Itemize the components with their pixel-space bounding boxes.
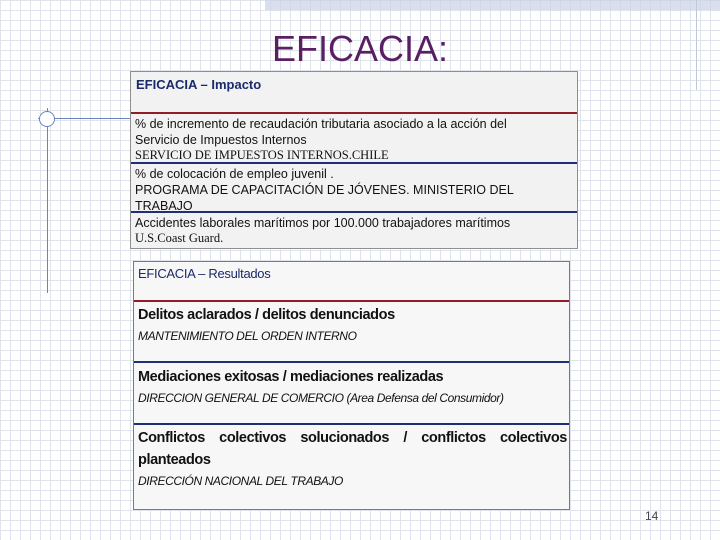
resultados-table: [133, 261, 570, 510]
indicator-word: conflictos: [421, 430, 486, 446]
impacto-row-line: PROGRAMA DE CAPACITACIÓN DE JÓVENES. MINISTERIO DEL: [135, 183, 514, 197]
top-decorative-bar: [265, 0, 720, 10]
impacto-header: EFICACIA – Impacto: [131, 72, 577, 114]
slide-title: EFICACIA:: [271, 28, 449, 69]
resultados-indicator: Mediaciones exitosas / mediaciones realizadas: [138, 369, 444, 385]
resultados-indicator-line: planteados: [138, 452, 211, 468]
indicator-word: colectivos: [500, 430, 567, 446]
impacto-row-source: U.S.Coast Guard.: [135, 231, 224, 245]
indicator-word: /: [403, 430, 407, 446]
impacto-row-line: % de colocación de empleo juvenil .: [135, 167, 334, 181]
indicator-word: solucionados: [300, 430, 390, 446]
indicator-word: Conflictos: [138, 430, 205, 446]
resultados-source: DIRECCIÓN NACIONAL DEL TRABAJO: [138, 474, 343, 488]
resultados-row: [134, 363, 569, 425]
indicator-word: colectivos: [219, 430, 287, 446]
impacto-row-source: SERVICIO DE IMPUESTOS INTERNOS.CHILE: [135, 148, 389, 162]
resultados-source: MANTENIMIENTO DEL ORDEN INTERNO: [138, 329, 357, 343]
decorative-circle-icon: [39, 111, 55, 127]
resultados-header: EFICACIA – Resultados: [134, 262, 569, 302]
resultados-indicator-line: [138, 427, 567, 449]
impacto-row-line: Accidentes laborales marítimos por 100.000 trabajadores marítimos: [135, 216, 511, 230]
decorative-vertical-line: [47, 108, 48, 293]
impacto-row: [131, 213, 577, 248]
resultados-source: DIRECCION GENERAL DE COMERCIO (Area Defensa del Consumidor): [138, 391, 504, 405]
resultados-row: [134, 302, 569, 363]
impacto-table: [130, 71, 578, 249]
impacto-row-line: % de incremento de recaudación tributaria asociado a la acción del: [135, 117, 507, 131]
resultados-row: [134, 425, 569, 491]
impacto-row: [131, 164, 577, 213]
page-number: 14: [645, 509, 659, 523]
resultados-indicator: Delitos aclarados / delitos denunciados: [138, 307, 395, 323]
impacto-row-line: Servicio de Impuestos Internos: [135, 133, 307, 147]
impacto-row: [131, 114, 577, 164]
impacto-row-line: TRABAJO: [135, 199, 193, 213]
